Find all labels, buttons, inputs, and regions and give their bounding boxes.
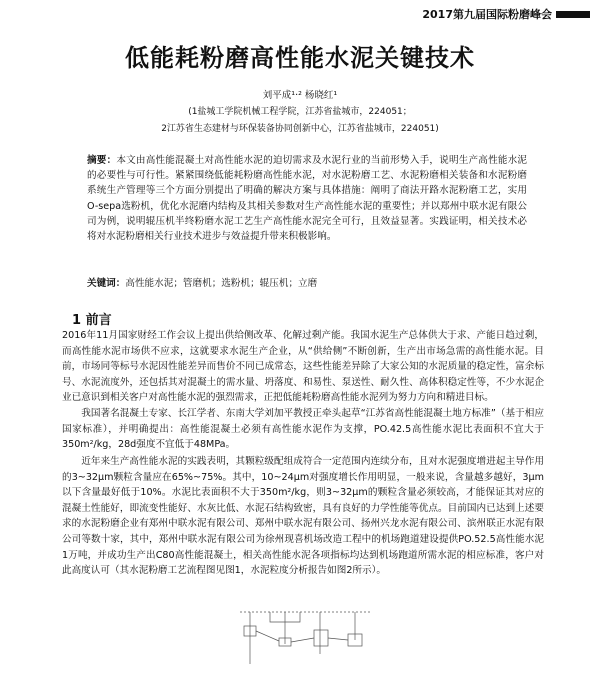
running-head-text: 2017第九届国际粉磨峰会	[422, 8, 552, 21]
affiliation-1: (1盐城工学院机械工程学院，江苏省盐城市，224051；	[188, 107, 412, 117]
authors: 刘平成¹·² 杨晓红¹	[262, 90, 338, 101]
abstract-label: 摘要：	[87, 155, 117, 166]
section-heading: 1 前言	[72, 313, 112, 328]
abstract-text: 本文由高性能混凝土对高性能水泥的迫切需求及水泥行业的当前形势入手，说明生产高性能水泥的必要性与可行性。紧紧围绕低能耗粉磨高性能水泥，对水泥粉磨工艺、水泥粉磨相关装备和水泥粉磨系统生产管理等三个方面分别提出了明确的解决方案与具体措施：阐明了商法开路水泥粉磨工艺，实用O-sepa选粉机，优化水泥磨内结构及其相关参数对生产高性能水泥的重要性；并以郑州中联水泥有限公司为例，说明辊压机半终粉磨水泥工艺生产高性能水泥完全可行，且效益显著。实践证明，相关技术必将对水泥粉磨相关行业技术进步与效益提升带来积极影响。	[87, 155, 528, 243]
paragraph-3: 近年来生产高性能水泥的实践表明，其颗粒级配组成符合一定范围内连续分布，且对水泥强度增进起主导作用的3~32μm颗粒含量应在65%~75%。其中，10~24μm对强度增长作用明显，一般来说，含量越多越好，3μm以下含量最好低于10%。水泥比表面积不大于350m²/kg，则3~32μm的颗粒含量必须较高，才能保证其对应的混凝土性能好，即流变性能好、水灰比低、水泥石结构致密，具有良好的力学性能等优点。目前国内已达到上述要求的水泥粉磨企业有郑州中联水泥有限公司、郑州中联水泥有限公司、扬州兴龙水泥有限公司、滨州联正水泥有限公司等数十家，其中，郑州中联水泥有限公司为徐州现喜机场改造工程中的机场跑道建设提供PO.52.5高性能水泥1万吨，并成功生产出C80高性能混凝土，相关高性能水泥各项指标均达到机场跑道所需水泥的相应标准，客户对此高度认可（其水泥粉磨工艺流程图见图1，水泥粒度分析报告如图2所示）。	[62, 456, 544, 577]
keywords	[87, 275, 527, 289]
paper-title: 低能耗粉磨高性能水泥关键技术	[125, 44, 475, 72]
paragraph-1: 2016年11月国家财经工作会议上提出供给侧改革、化解过剩产能。我国水泥生产总体供大于求、产能日趋过剩，而高性能水泥市场供不应求，这就要求水泥生产企业，从“供给侧”不断创新，生产出市场急需的高性能水泥。目前，市场同等标号水泥因性能差异而售价不同已成常态，这些性能差异除了大家公知的水泥质量的稳定性，富余标号、水泥流度外，还包括其对混凝土的需水量、坍落度、和易性、泵送性、耐久性、高体积稳定性等，不少水泥企业已意识到相关客户对高性能水泥的强烈需求，正把低能耗粉磨高性能水泥列为努力方向和精进目标。	[62, 330, 544, 404]
keywords-text: 高性能水泥；管磨机；选粉机；辊压机；立磨	[125, 278, 318, 289]
affiliation-2: 2江苏省生态建材与环保装备协同创新中心，江苏省盐城市，224051)	[161, 124, 439, 134]
running-head	[422, 6, 590, 22]
abstract	[87, 153, 527, 244]
process-flow-figure	[230, 604, 380, 680]
running-head-bar	[556, 11, 590, 18]
keywords-label: 关键词：	[87, 278, 126, 289]
paragraph-2: 我国著名混凝土专家、长江学者、东南大学刘加平教授正牵头起草“江苏省高性能混凝土地方标准”（基于相应国家标准），并明确提出：高性能混凝土必须有高性能水泥作为支撑，PO.42.5高性能水泥比表面积不宜大于350m²/kg，28d强度不宜低于48MPa。	[62, 408, 544, 451]
